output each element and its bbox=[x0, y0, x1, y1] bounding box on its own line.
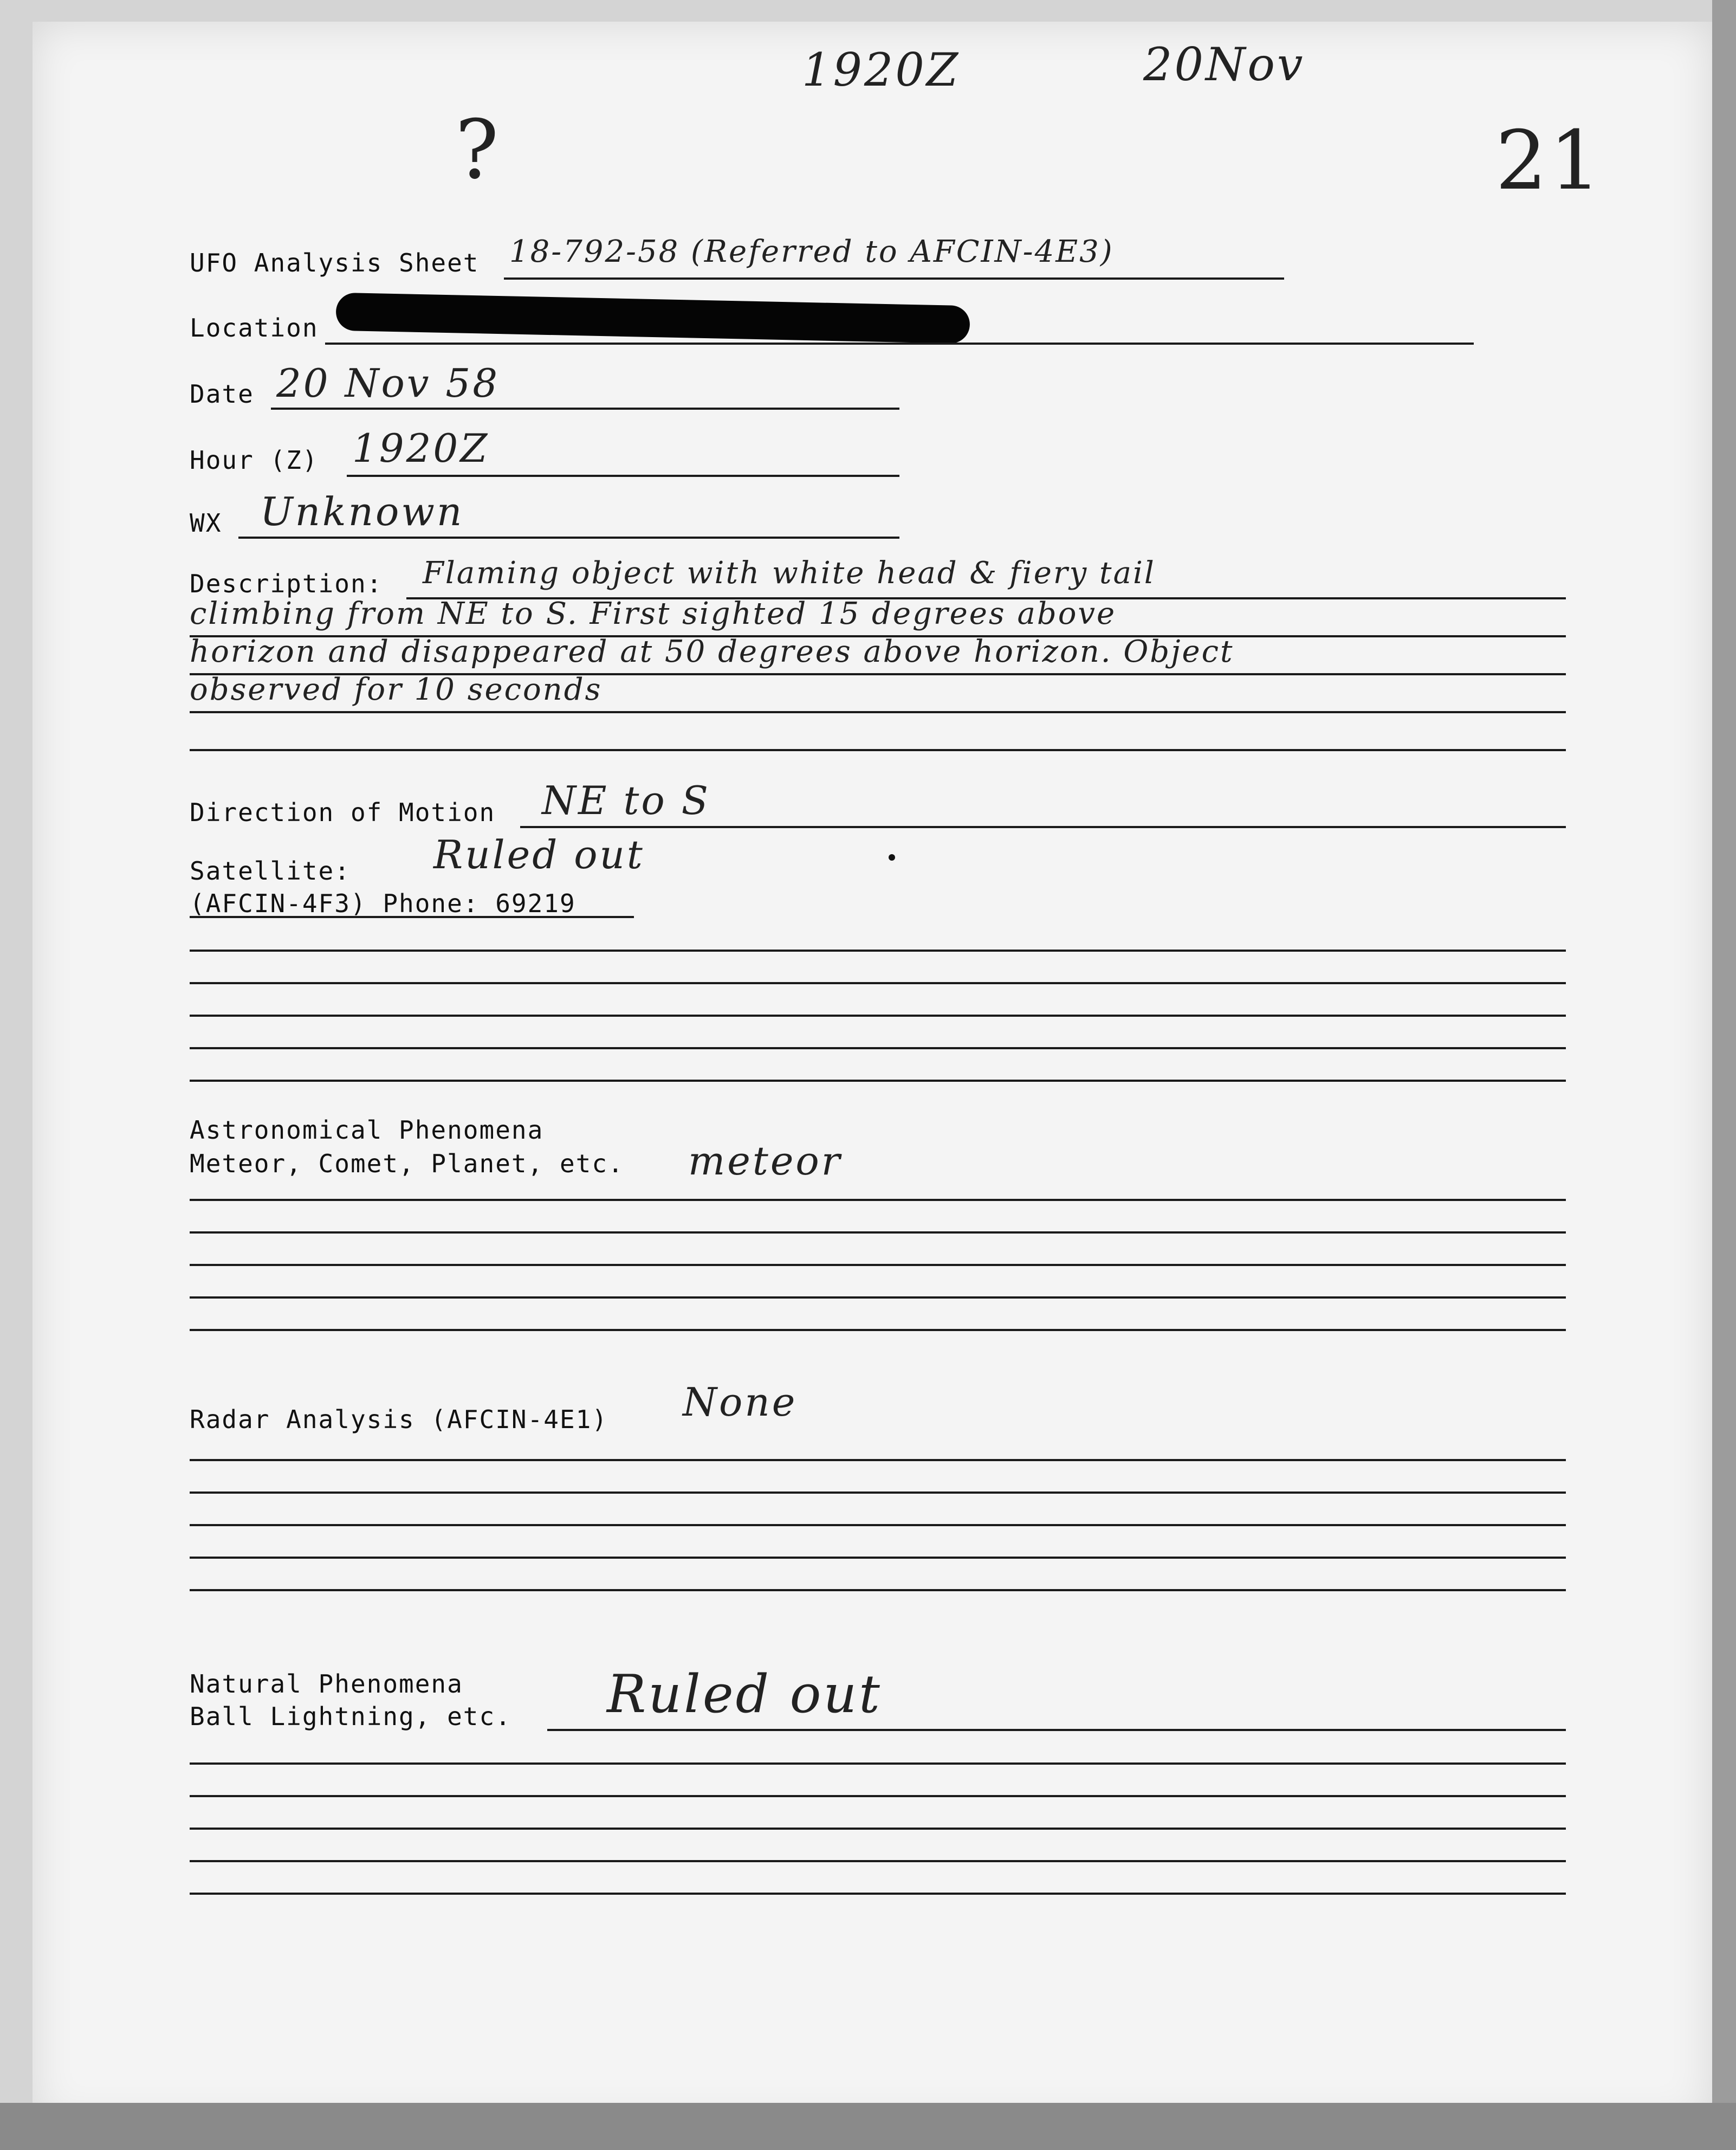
radar-rule-5 bbox=[190, 1589, 1566, 1591]
astro-rule-3 bbox=[190, 1264, 1566, 1266]
scan-border-bottom bbox=[0, 2103, 1736, 2150]
astro-rule-5 bbox=[190, 1329, 1566, 1331]
astro-rule-2 bbox=[190, 1231, 1566, 1234]
description-line-2: climbing from NE to S. First sighted 15 degrees above bbox=[190, 596, 1117, 631]
title-label: UFO Analysis Sheet bbox=[190, 248, 480, 277]
direction-rule bbox=[520, 826, 1566, 828]
date-rule bbox=[271, 408, 899, 410]
description-line-4: observed for 10 seconds bbox=[190, 672, 603, 707]
radar-label: Radar Analysis (AFCIN-4E1) bbox=[190, 1405, 608, 1434]
natural-rule-0 bbox=[547, 1729, 1566, 1731]
satellite-phone-rule bbox=[190, 916, 634, 918]
time-annotation: 1920Z bbox=[802, 43, 961, 96]
astro-value: meteor bbox=[688, 1138, 843, 1184]
satellite-rule-3 bbox=[190, 1015, 1566, 1017]
hour-rule bbox=[347, 475, 899, 477]
satellite-rule-2 bbox=[190, 982, 1566, 984]
natural-rule-4 bbox=[190, 1860, 1566, 1862]
description-line-1: Flaming object with white head & fiery tail bbox=[423, 556, 1156, 591]
question-mark: ? bbox=[455, 103, 501, 197]
satellite-value: Ruled out bbox=[433, 832, 645, 877]
radar-rule-4 bbox=[190, 1557, 1566, 1559]
description-line-3: horizon and disappeared at 50 degrees above horizon. Object bbox=[190, 634, 1234, 669]
satellite-rule-5 bbox=[190, 1080, 1566, 1082]
hour-value: 1920Z bbox=[352, 425, 490, 471]
title-rule bbox=[504, 277, 1284, 280]
number-annotation: 20Nov bbox=[1143, 38, 1305, 91]
date-label: Date bbox=[190, 379, 254, 409]
page-number: 21 bbox=[1495, 114, 1603, 208]
satellite-phone: (AFCIN-4F3) Phone: 69219 bbox=[190, 889, 576, 918]
description-rule-5 bbox=[190, 749, 1566, 751]
date-value: 20 Nov 58 bbox=[276, 360, 500, 406]
stray-dot bbox=[889, 854, 895, 861]
direction-label: Direction of Motion bbox=[190, 798, 496, 827]
wx-rule bbox=[238, 537, 899, 539]
astro-label-1: Astronomical Phenomena bbox=[190, 1115, 544, 1145]
wx-value: Unknown bbox=[260, 489, 464, 534]
natural-label-2: Ball Lightning, etc. bbox=[190, 1702, 511, 1731]
radar-rule-3 bbox=[190, 1524, 1566, 1526]
title-value: 18-792-58 (Referred to AFCIN-4E3) bbox=[509, 234, 1114, 269]
description-rule-4 bbox=[190, 711, 1566, 713]
description-label: Description: bbox=[190, 569, 383, 598]
location-redaction bbox=[335, 293, 970, 344]
location-label: Location bbox=[190, 313, 319, 343]
astro-rule-4 bbox=[190, 1296, 1566, 1299]
document-page bbox=[33, 22, 1712, 2125]
natural-rule-3 bbox=[190, 1828, 1566, 1830]
natural-value: Ruled out bbox=[607, 1664, 882, 1725]
location-rule bbox=[325, 343, 1474, 345]
radar-value: None bbox=[683, 1379, 798, 1425]
satellite-label: Satellite: bbox=[190, 856, 351, 886]
natural-rule-1 bbox=[190, 1762, 1566, 1765]
wx-label: WX bbox=[190, 508, 222, 538]
satellite-rule-4 bbox=[190, 1047, 1566, 1049]
radar-rule-2 bbox=[190, 1492, 1566, 1494]
direction-value: NE to S bbox=[542, 778, 710, 823]
scan-border-right bbox=[1712, 0, 1736, 2150]
astro-rule-1 bbox=[190, 1199, 1566, 1201]
hour-label: Hour (Z) bbox=[190, 446, 319, 475]
astro-label-2: Meteor, Comet, Planet, etc. bbox=[190, 1149, 624, 1178]
natural-rule-5 bbox=[190, 1893, 1566, 1895]
satellite-rule-1 bbox=[190, 950, 1566, 952]
natural-rule-2 bbox=[190, 1795, 1566, 1797]
natural-label-1: Natural Phenomena bbox=[190, 1669, 463, 1699]
radar-rule-1 bbox=[190, 1459, 1566, 1461]
